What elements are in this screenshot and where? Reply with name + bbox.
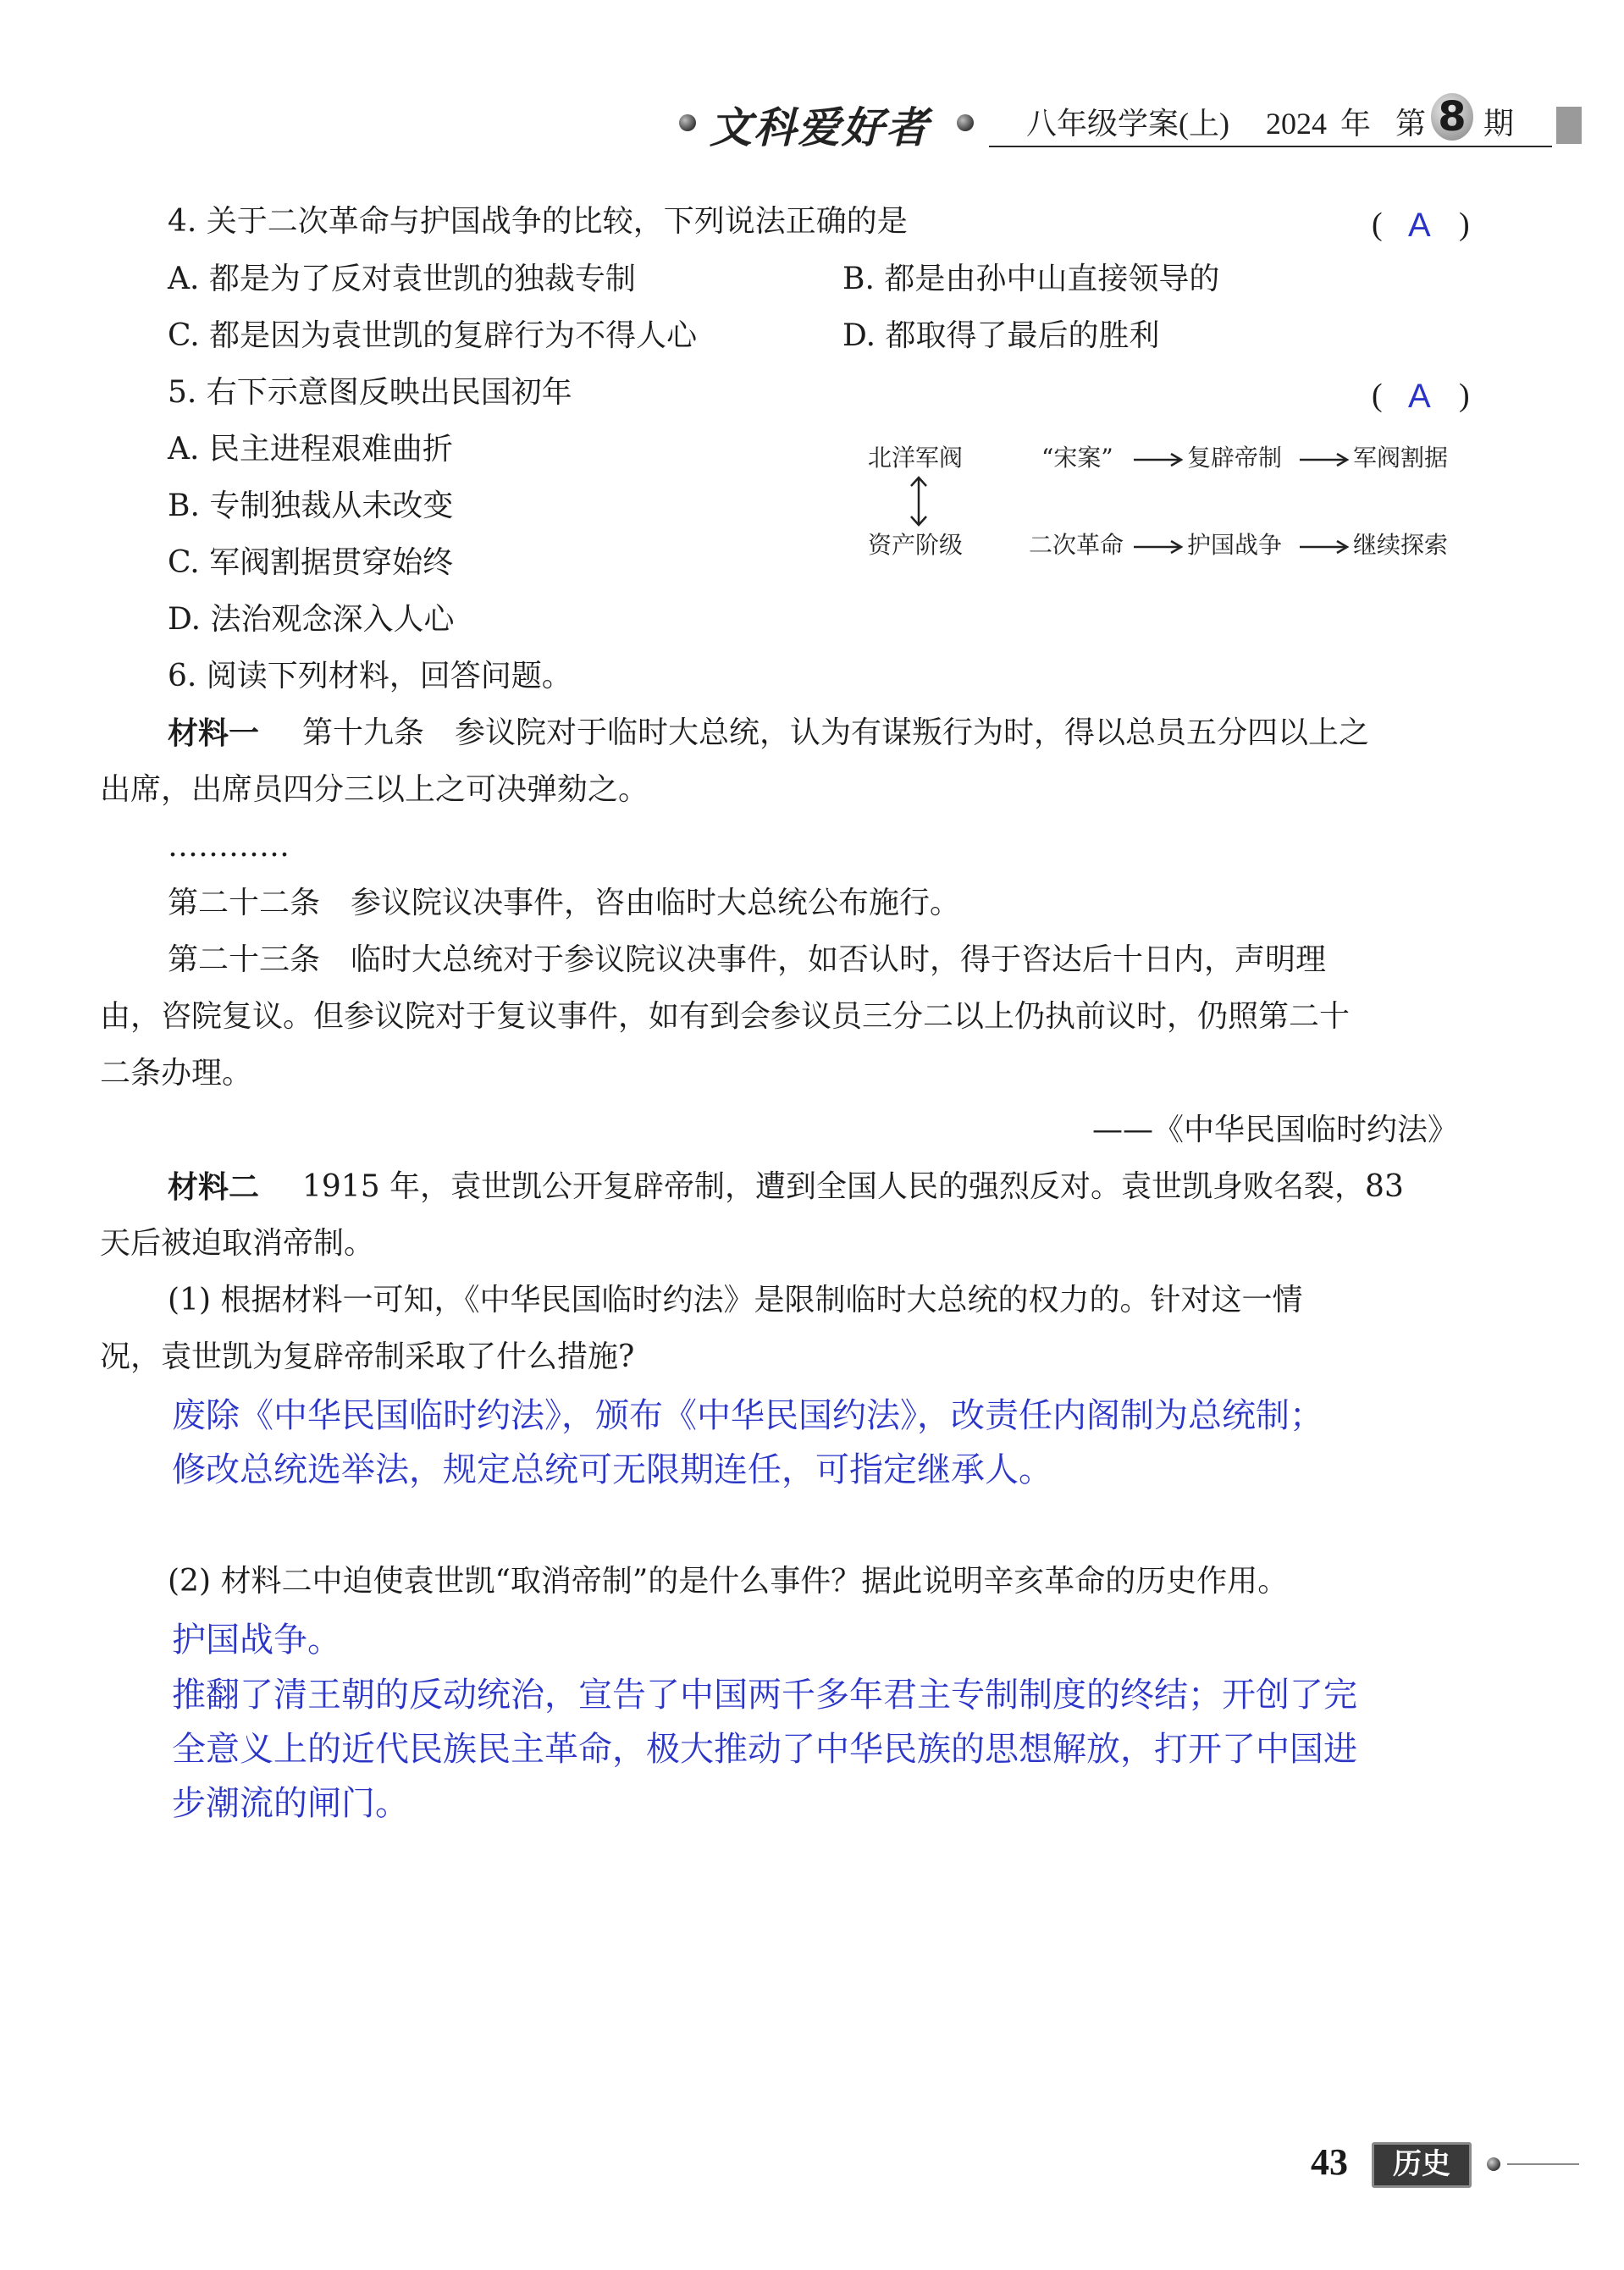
header-bullet-icon — [679, 114, 696, 131]
sub1-answer-line2: 修改总统选举法，规定总统可无限期连任，可指定继承人。 — [172, 1450, 1052, 1489]
material1-line4: 第二十三条 临时大总统对于参议院议决事件，如否认时，得于咨达后十日内，声明理 — [168, 942, 1327, 977]
q6-stem: 6. 阅读下列材料，回答问题。 — [168, 659, 572, 693]
q4-open-paren: ( — [1372, 207, 1383, 242]
q4-option-a: A. 都是为了反对袁世凯的独裁专制 — [168, 262, 636, 296]
footer-rule — [1507, 2163, 1579, 2165]
header-edge-block — [1556, 107, 1582, 144]
sub2-answer-line2: 推翻了清王朝的反动统治，宣告了中国两千多年君主专制制度的终结；开创了完 — [172, 1676, 1357, 1715]
diagram-bourgeoisie: 资产阶级 — [868, 531, 964, 559]
page-number: 43 — [1311, 2141, 1348, 2183]
header-rule — [989, 146, 1552, 147]
subject-badge: 历史 — [1372, 2142, 1472, 2188]
diagram-arrow-icon — [1298, 538, 1351, 556]
q4-option-b: B. 都是由孙中山直接领导的 — [842, 262, 1220, 296]
footer-bullet-icon — [1487, 2157, 1500, 2171]
q5-open-paren: ( — [1372, 378, 1383, 413]
material1-source: ——《中华民国临时约法》 — [1092, 1113, 1459, 1147]
diagram-national-protection-war: 护国战争 — [1187, 531, 1283, 559]
q4-option-c: C. 都是因为袁世凯的复辟行为不得人心 — [168, 318, 698, 353]
sub2-line1: (2) 材料二中迫使袁世凯“取消帝制”的是什么事件？据此说明辛亥革命的历史作用。 — [168, 1564, 1289, 1599]
sub1-answer-line1: 废除《中华民国临时约法》，颁布《中华民国约法》，改责任内阁制为总统制； — [172, 1396, 1323, 1435]
diagram-continue-exploring: 继续探索 — [1353, 531, 1449, 559]
diagram-song-case: “宋案” — [1041, 444, 1113, 472]
q5-option-b: B. 专制独裁从未改变 — [168, 489, 454, 523]
sub2-answer-line3: 全意义上的近代民族民主革命，极大推动了中华民族的思想解放，打开了中国进 — [172, 1730, 1357, 1769]
header-bullet-icon — [957, 114, 974, 131]
q5-answer: A — [1408, 378, 1431, 415]
diagram-arrow-icon — [1132, 538, 1185, 556]
diagram-restore-monarchy: 复辟帝制 — [1187, 444, 1283, 472]
diagram-double-arrow-icon — [906, 474, 931, 528]
diagram-arrow-icon — [1132, 450, 1185, 469]
q5-stem: 5. 右下示意图反映出民国初年 — [168, 375, 572, 410]
sub2-answer-line4: 步潮流的闸门。 — [172, 1784, 409, 1823]
material2-line2: 天后被迫取消帝制。 — [100, 1226, 375, 1261]
q5-close-paren: ) — [1459, 378, 1470, 413]
q5-option-c: C. 军阀割据贯穿始终 — [168, 545, 454, 580]
q4-answer: A — [1408, 207, 1431, 244]
q4-option-d: D. 都取得了最后的胜利 — [842, 318, 1160, 353]
material1-line2: 出席，出席员四分三以上之可决弹劾之。 — [100, 772, 649, 807]
header-year: 2024 — [1266, 107, 1327, 141]
sub1-line2: 况，袁世凯为复辟帝制采取了什么措施? — [100, 1339, 635, 1374]
header-grade: 八年级学案(上) — [1026, 107, 1229, 141]
q4-stem: 4. 关于二次革命与护国战争的比较，下列说法正确的是 — [168, 204, 908, 239]
material1-ellipsis: ………… — [168, 829, 290, 864]
material1-line1: 第十九条 参议院对于临时大总统，认为有谋叛行为时，得以总员五分四以上之 — [302, 715, 1370, 750]
header-issue-prefix: 第 — [1395, 107, 1427, 141]
brand-title: 文科爱好者 — [710, 103, 930, 152]
material2-line1: 1915 年，袁世凯公开复辟帝制，遭到全国人民的强烈反对。袁世凯身败名裂，83 — [302, 1169, 1404, 1204]
issue-number-badge: 8 — [1431, 93, 1473, 141]
sub1-line1: (1) 根据材料一可知，《中华民国临时约法》是限制临时大总统的权力的。针对这一情 — [168, 1283, 1303, 1317]
material1-line6: 二条办理。 — [100, 1056, 253, 1091]
header-issue-suffix: 期 — [1483, 107, 1515, 141]
material1-line5: 由，咨院复议。但参议院对于复议事件，如有到会参议员三分二以上仍执前议时，仍照第二十 — [100, 999, 1351, 1034]
diagram-warlord-separatism: 军阀割据 — [1353, 444, 1449, 472]
diagram-arrow-icon — [1298, 450, 1351, 469]
diagram-beiyang-warlords: 北洋军阀 — [868, 444, 964, 472]
material2-label: 材料二 — [168, 1169, 260, 1205]
diagram-second-revolution: 二次革命 — [1029, 531, 1124, 559]
material1-line3: 第二十二条 参议院议决事件，咨由临时大总统公布施行。 — [168, 886, 961, 920]
q5-option-a: A. 民主进程艰难曲折 — [168, 432, 453, 467]
material1-label: 材料一 — [168, 715, 260, 751]
q5-option-d: D. 法治观念深入人心 — [168, 602, 455, 637]
header-year-suffix: 年 — [1340, 107, 1372, 141]
q4-close-paren: ) — [1459, 207, 1470, 242]
sub2-answer-line1: 护国战争。 — [172, 1621, 341, 1660]
